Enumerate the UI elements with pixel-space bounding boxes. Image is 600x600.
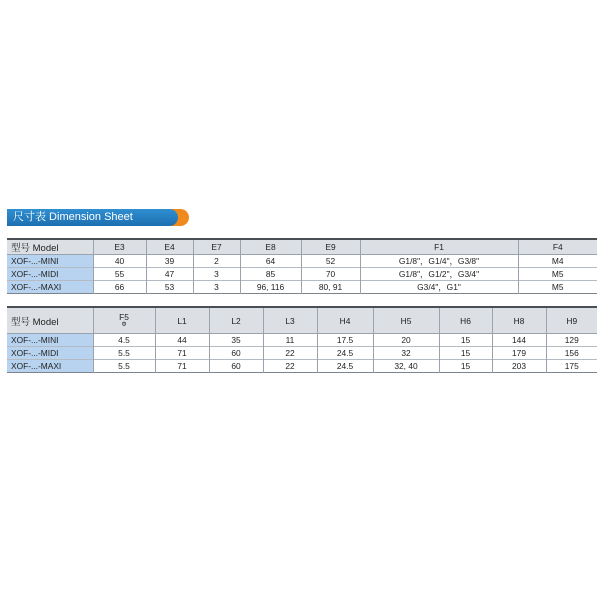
- header-model: 型号 Model: [7, 239, 93, 255]
- cell-h6: 15: [439, 360, 492, 373]
- table-row: [7, 334, 597, 347]
- header-f1: F1: [360, 239, 518, 255]
- cell-f5: 5.5: [93, 360, 155, 373]
- cell-f1: G1/8"，G1/4"，G3/8": [360, 255, 518, 268]
- table-row: [7, 255, 597, 268]
- cell-e9: 52: [301, 255, 360, 268]
- cell-h5: 32, 40: [373, 360, 439, 373]
- title-tab: [7, 209, 187, 227]
- cell-h5: 32: [373, 347, 439, 360]
- cell-h8: 179: [492, 347, 546, 360]
- cell-h9: 156: [564, 348, 579, 358]
- header-h9: H9: [546, 307, 597, 334]
- cell-e4: 47: [146, 268, 193, 281]
- header-e9: E9: [301, 239, 360, 255]
- cell-h9: 175: [564, 361, 579, 371]
- model-cell: XOF-...-MAXI: [7, 281, 93, 294]
- header-e4: E4: [146, 239, 193, 255]
- cell-e8: 64: [240, 255, 301, 268]
- model-cell: XOF-...-MIDI: [7, 347, 93, 360]
- cell-e8: 96, 116: [240, 281, 301, 294]
- cell-h6: 15: [439, 347, 492, 360]
- model-cell: XOF-...-MINI: [7, 334, 93, 347]
- header-f5: [93, 307, 155, 334]
- cell-f5: 4.5: [93, 334, 155, 347]
- cell-e7: 2: [193, 255, 240, 268]
- cell-e3: 40: [93, 255, 146, 268]
- table-row: [7, 281, 597, 294]
- dimension-table-2: [7, 306, 597, 373]
- cell-l3: 11: [263, 334, 317, 347]
- header-e8: E8: [240, 239, 301, 255]
- table-header-row: [7, 239, 597, 255]
- header-f5-label: F5: [119, 312, 129, 322]
- cell-e4: 53: [146, 281, 193, 294]
- cell-e8: 85: [240, 268, 301, 281]
- cell-h4: 24.5: [317, 360, 373, 373]
- header-h6: H6: [439, 307, 492, 334]
- cell-f5: 5.5: [93, 347, 155, 360]
- header-l3: L3: [263, 307, 317, 334]
- header-h4: H4: [317, 307, 373, 334]
- cell-l3: 22: [263, 360, 317, 373]
- cell-l3: 22: [263, 347, 317, 360]
- cell-h8: 203: [492, 360, 546, 373]
- header-f4: F4: [518, 239, 597, 255]
- header-l1: L1: [155, 307, 209, 334]
- cell-l2: 35: [209, 334, 263, 347]
- header-model: 型号 Model: [7, 307, 93, 334]
- cell-f4: M5: [551, 269, 564, 279]
- cell-h6: 15: [439, 334, 492, 347]
- header-e7: E7: [193, 239, 240, 255]
- cell-e9: 80, 91: [301, 281, 360, 294]
- cell-h4: 17.5: [317, 334, 373, 347]
- dimension-table-1: [7, 238, 597, 294]
- sheet-title: 尺寸表 Dimension Sheet: [7, 209, 178, 226]
- cell-h5: 20: [373, 334, 439, 347]
- header-h8: H8: [492, 307, 546, 334]
- table-header-row: [7, 307, 597, 334]
- diameter-symbol: Φ: [121, 322, 127, 328]
- cell-l2: 60: [209, 347, 263, 360]
- cell-f4: M5: [551, 282, 564, 292]
- table-row: [7, 347, 597, 360]
- cell-f4: M4: [551, 256, 564, 266]
- cell-h8: 144: [492, 334, 546, 347]
- model-cell: XOF-...-MAXI: [7, 360, 93, 373]
- cell-l1: 71: [155, 360, 209, 373]
- table-row: [7, 268, 597, 281]
- cell-e4: 39: [146, 255, 193, 268]
- cell-e9: 70: [301, 268, 360, 281]
- cell-h9: 129: [564, 335, 579, 345]
- dimension-sheet: [7, 209, 597, 373]
- cell-l2: 60: [209, 360, 263, 373]
- header-h5: H5: [373, 307, 439, 334]
- table-row: [7, 360, 597, 373]
- model-cell: XOF-...-MINI: [7, 255, 93, 268]
- model-cell: XOF-...-MIDI: [7, 268, 93, 281]
- cell-l1: 71: [155, 347, 209, 360]
- header-l2: L2: [209, 307, 263, 334]
- cell-f1: G3/4"，G1": [360, 281, 518, 294]
- cell-l1: 44: [155, 334, 209, 347]
- cell-e3: 55: [93, 268, 146, 281]
- cell-f1: G1/8"，G1/2"，G3/4": [360, 268, 518, 281]
- cell-h4: 24.5: [317, 347, 373, 360]
- header-e3: E3: [93, 239, 146, 255]
- cell-e7: 3: [193, 268, 240, 281]
- cell-e3: 66: [93, 281, 146, 294]
- cell-e7: 3: [193, 281, 240, 294]
